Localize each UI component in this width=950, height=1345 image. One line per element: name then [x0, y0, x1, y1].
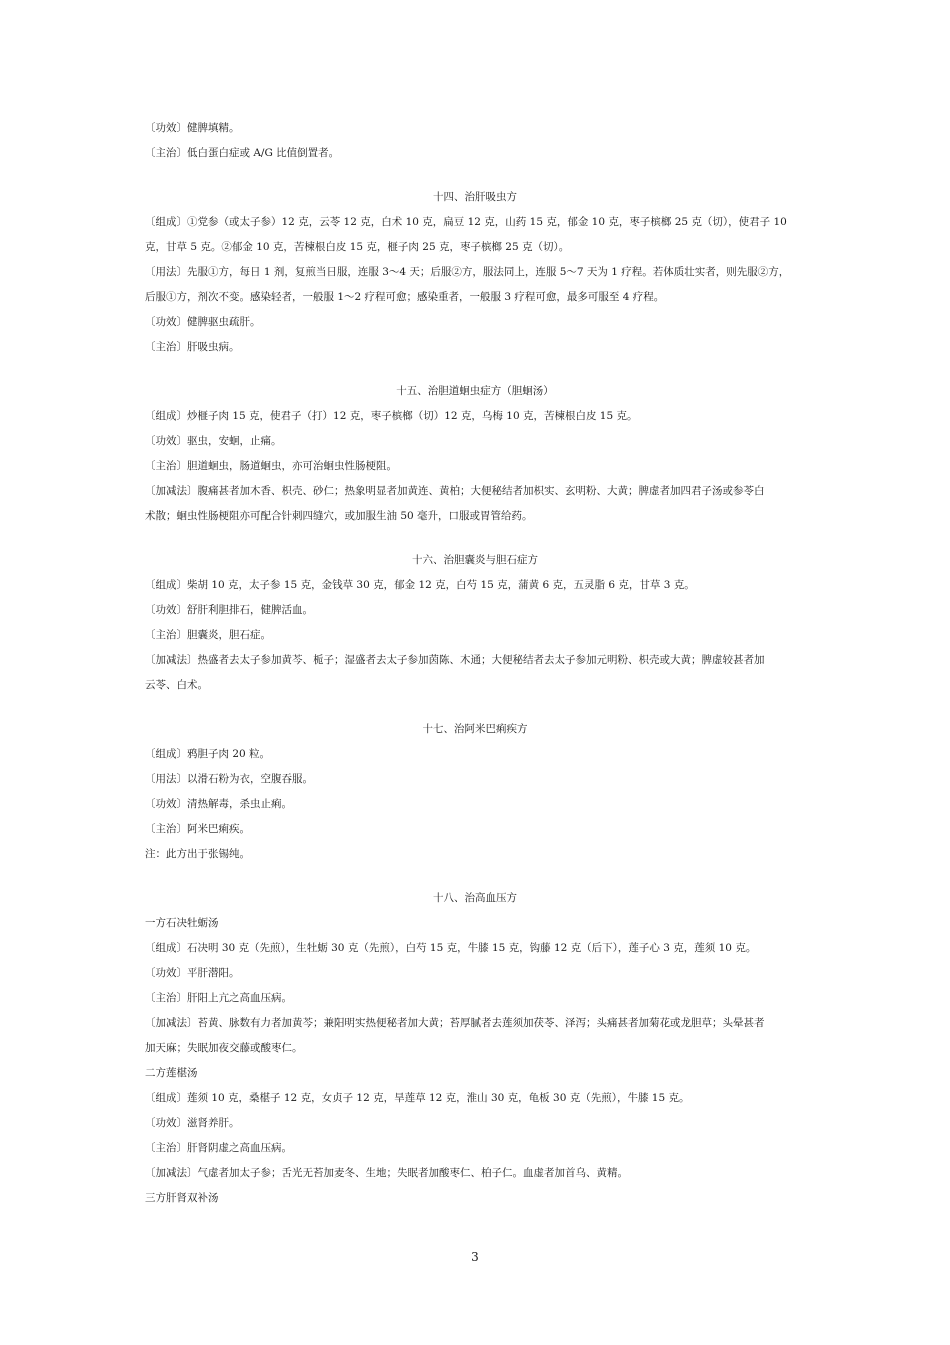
section-heading: 十四、治肝吸虫方 — [433, 191, 517, 203]
text-line: 〔功效〕驱虫，安蛔，止痛。 — [145, 435, 282, 447]
text-line: 〔功效〕健脾驱虫疏肝。 — [145, 316, 261, 328]
section-heading: 十五、治胆道蛔虫症方（胆蛔汤） — [396, 385, 554, 397]
text-line: 〔主治〕胆道蛔虫，肠道蛔虫，亦可治蛔虫性肠梗阻。 — [145, 460, 397, 472]
text-line: 〔功效〕滋肾养肝。 — [145, 1117, 240, 1129]
text-line: 〔主治〕胆囊炎，胆石症。 — [145, 629, 271, 641]
text-line: 〔功效〕健脾填精。 — [145, 122, 240, 134]
block-1 — [145, 116, 805, 166]
section-18 — [145, 886, 805, 1211]
text-line: 注：此方出于张锡纯。 — [145, 848, 250, 860]
text-line: 〔用法〕以滑石粉为衣，空腹吞服。 — [145, 773, 313, 785]
text-line: 〔功效〕平肝潜阳。 — [145, 967, 240, 979]
text-line: 克，甘草 5 克。②郁金 10 克，苦楝根白皮 15 克，榧子肉 25 克，枣子槟榔 25 克（切）。 — [145, 241, 570, 253]
text-line: 〔组成〕莲须 10 克，桑椹子 12 克，女贞子 12 克，旱莲草 12 克，淮山 30 克，龟板 30 克（先煎），牛膝 15 克。 — [145, 1092, 690, 1104]
section-17 — [145, 717, 805, 867]
page-number: 3 — [471, 1250, 479, 1264]
text-line: 〔组成〕石决明 30 克（先煎），生牡蛎 30 克（先煎），白芍 15 克，牛膝 15 克，钩藤 12 克（后下），莲子心 3 克，莲须 10 克。 — [145, 942, 757, 954]
text-line: 加天麻；失眠加夜交藤或酸枣仁。 — [145, 1042, 303, 1054]
text-line: 〔主治〕阿米巴痢疾。 — [145, 823, 250, 835]
text-line: 〔加减法〕腹痛甚者加木香、枳壳、砂仁；热象明显者加黄连、黄柏；大便秘结者加枳实、玄明粉、大黄；脾虚者加四君子汤或参苓白 — [145, 485, 765, 497]
text-line: 〔组成〕炒榧子肉 15 克，使君子（打）12 克，枣子槟榔（切）12 克，乌梅 10 克，苦楝根白皮 15 克。 — [145, 410, 638, 422]
text-line: 〔主治〕低白蛋白症或 A/G 比值倒置者。 — [145, 147, 340, 159]
text-line: 〔功效〕清热解毒，杀虫止痢。 — [145, 798, 292, 810]
text-line: 〔组成〕①党参（或太子参）12 克，云苓 12 克，白术 10 克，扁豆 12 克，山药 15 克，郁金 10 克，枣子槟榔 25 克（切），使君子 10 — [145, 216, 787, 228]
document-body — [145, 116, 805, 1211]
text-line: 〔组成〕柴胡 10 克，太子参 15 克，金钱草 30 克，郁金 12 克，白芍 15 克，蒲黄 6 克，五灵脂 6 克，甘草 3 克。 — [145, 579, 695, 591]
text-line: 〔组成〕鸦胆子肉 20 粒。 — [145, 748, 271, 760]
text-line: 〔主治〕肝肾阴虚之高血压病。 — [145, 1142, 292, 1154]
section-heading: 十八、治高血压方 — [433, 892, 517, 904]
section-15 — [145, 379, 805, 529]
text-line: 后服①方，剂次不变。感染轻者，一般服 1～2 疗程可愈；感染重者，一般服 3 疗程可愈，最多可服至 4 疗程。 — [145, 291, 665, 303]
section-heading: 十七、治阿米巴痢疾方 — [422, 723, 528, 735]
text-line: 〔加减法〕苔黄、脉数有力者加黄芩；兼阳明实热便秘者加大黄；苔厚腻者去莲须加茯苓、泽泻；头痛甚者加菊花或龙胆草；头晕甚者 — [145, 1017, 765, 1029]
text-line: 一方石决牡蛎汤 — [145, 917, 219, 929]
section-16 — [145, 548, 805, 698]
text-line: 〔加减法〕热盛者去太子参加黄芩、栀子；湿盛者去太子参加茵陈、木通；大便秘结者去太子参加元明粉、枳壳或大黄；脾虚较甚者加 — [145, 654, 765, 666]
text-line: 〔主治〕肝阳上亢之高血压病。 — [145, 992, 292, 1004]
text-line: 二方莲椹汤 — [145, 1067, 198, 1079]
text-line: 三方肝肾双补汤 — [145, 1192, 219, 1204]
text-line: 〔功效〕舒肝利胆排石，健脾活血。 — [145, 604, 313, 616]
text-line: 〔主治〕肝吸虫病。 — [145, 341, 240, 353]
section-heading: 十六、治胆囊炎与胆石症方 — [412, 554, 538, 566]
text-line: 术散；蛔虫性肠梗阻亦可配合针刺四缝穴，或加服生油 50 毫升，口服或胃管给药。 — [145, 510, 533, 522]
section-14 — [145, 185, 805, 360]
text-line: 〔用法〕先服①方，每日 1 剂，复煎当日服，连服 3～4 天；后服②方，服法同上，连服 5～7 天为 1 疗程。若体质壮实者，则先服②方， — [145, 266, 790, 278]
text-line: 云苓、白术。 — [145, 679, 208, 691]
text-line: 〔加减法〕气虚者加太子参；舌光无苔加麦冬、生地；失眠者加酸枣仁、柏子仁。血虚者加首乌、黄精。 — [145, 1167, 628, 1179]
